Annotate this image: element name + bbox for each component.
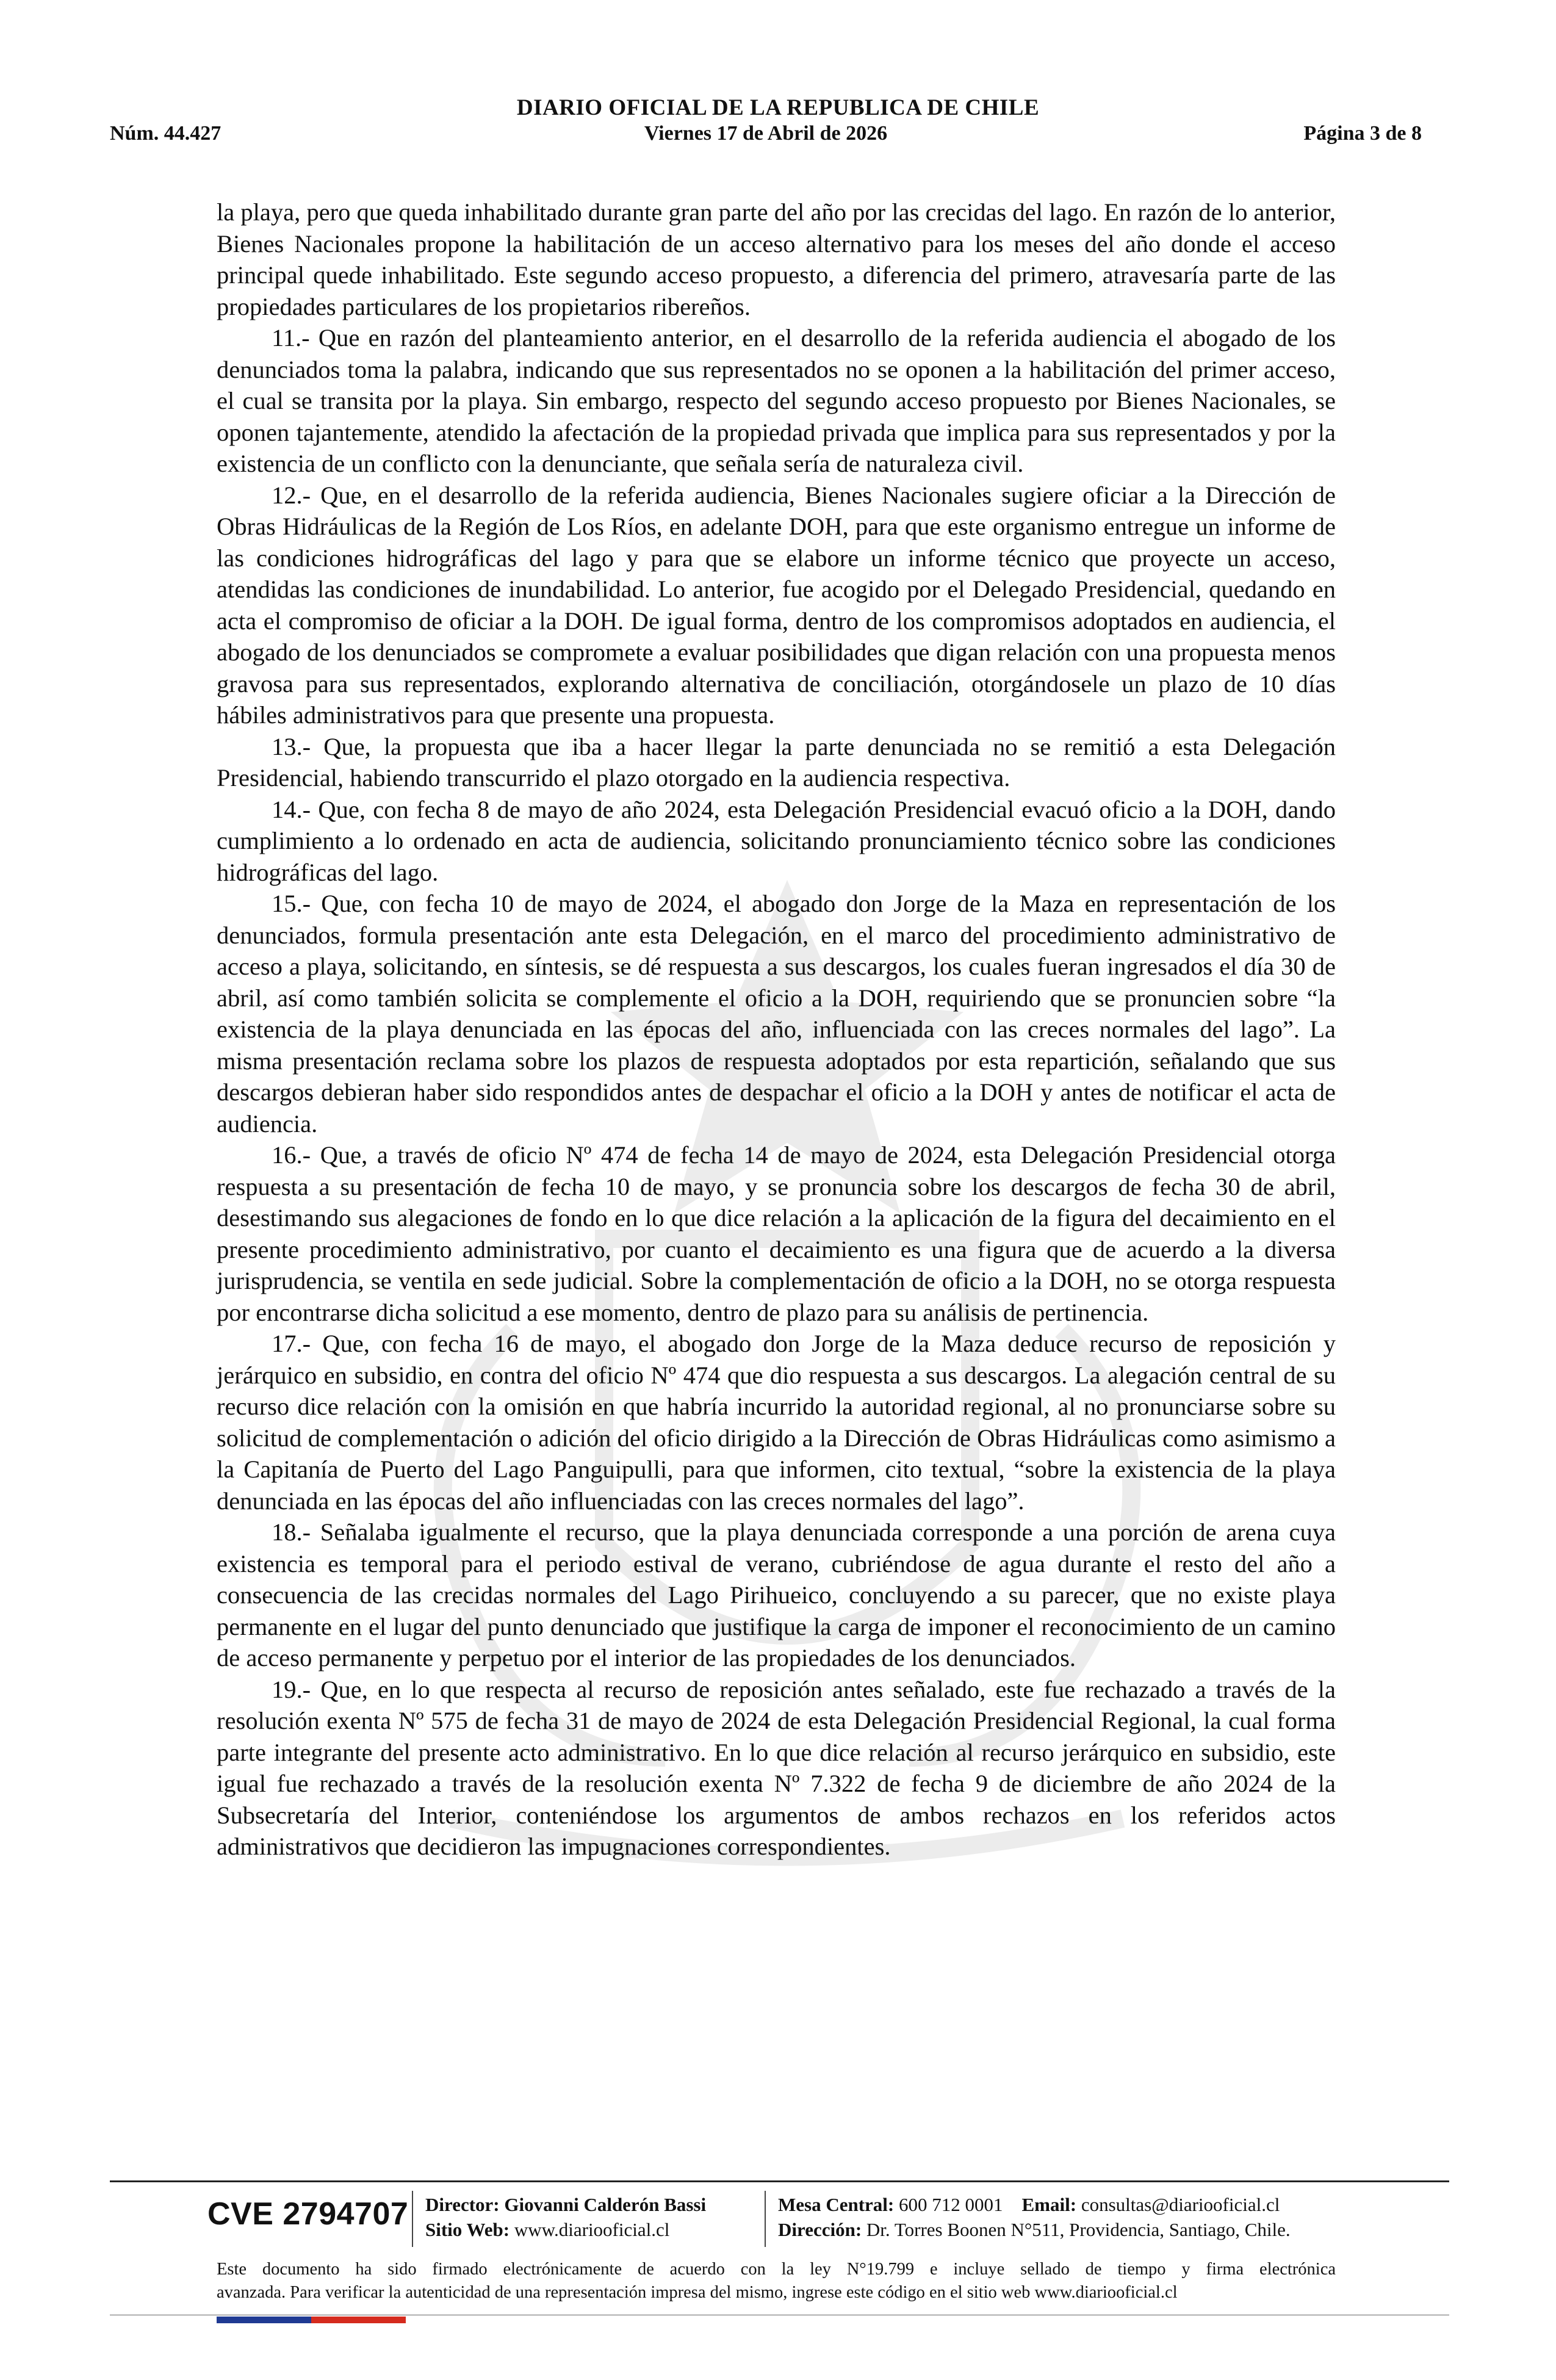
address-label: Dirección: [778, 2219, 862, 2240]
issue-date: Viernes 17 de Abril de 2026 [644, 122, 888, 145]
cve-code: CVE 2794707 [207, 2196, 409, 2232]
website-link[interactable]: www.diariooficial.cl [514, 2219, 670, 2240]
footer-divider [110, 2180, 1449, 2182]
email-label: Email: [1021, 2194, 1077, 2215]
phone-label: Mesa Central: [778, 2194, 895, 2215]
newspaper-title: DIARIO OFICIAL DE LA REPUBLICA DE CHILE [516, 95, 1040, 120]
paragraph-18: 18.- Señalaba igualmente el recurso, que la playa denunciada corresponde a una porción de arena cuya existencia es temporal para el periodo estival de verano, cubriéndose de agua durante el resto del año a consecuencia de las crecidas normales del Lago Pirihueico, concluyendo a su parecer, que no existe playa permanente en el lugar del punto denunciado que justifique la carga de imponer el reconocimiento de un camino de acceso permanente y perpetuo por el interior de las propiedades de los denunciados. [217, 1518, 1336, 1671]
address: Dr. Torres Boonen N°511, Providencia, Santiago, Chile. [866, 2219, 1291, 2240]
page-number: Página 3 de 8 [1303, 122, 1422, 145]
footer-separator [765, 2191, 766, 2247]
flag-stripe-blue [217, 2317, 311, 2323]
director-label: Director: [425, 2194, 500, 2215]
legal-line-1: Este documento ha sido firmado electrónicamente de acuerdo con la ley N°19.799 e incluye sellado de tiempo y firma electrónica [217, 2260, 1336, 2279]
document-body [217, 197, 1336, 1863]
paragraph-19: 19.- Que, en lo que respecta al recurso de reposición antes señalado, este fue rechazado a través de la resolución exenta Nº 575 de fecha 31 de mayo de 2024 de esta Delegación Presidencial Regional, la cual forma parte integrante del presente acto administrativo. En lo que dice relación al recurso jerárquico en subsidio, este igual fue rechazado a través de la resolución exenta Nº 7.322 de fecha 9 de diciembre de año 2024 de la Subsecretaría del Interior, conteniéndose los argumentos de ambos rechazos en los referidos actos administrativos que decidieron las impugnaciones correspondientes. [217, 1675, 1336, 1860]
legal-notice [217, 2258, 1336, 2304]
issue-number: Núm. 44.427 [110, 122, 222, 145]
phone-number: 600 712 0001 [899, 2194, 1003, 2215]
paragraph-12: 12.- Que, en el desarrollo de la referida audiencia, Bienes Nacionales sugiere oficiar a la Dirección de Obras Hidráulicas de la Región de Los Ríos, en adelante DOH, para que este organismo entregue un informe de las condiciones hidrográficas del lago y para que se elabore un informe técnico que proyecte un acceso, atendidas las condiciones de inundabilidad. Lo anterior, fue acogido por el Delegado Presidencial, quedando en acta el compromiso de oficiar a la DOH. De igual forma, dentro de los compromisos adoptados en audiencia, el abogado de los denunciados se compromete a evaluar posibilidades que digan relación con una propuesta menos gravosa para sus representados, explorando alternativa de conciliación, otorgándosele un plazo de 10 días hábiles administrativos para que presente una propuesta. [217, 481, 1336, 729]
footer-contact-block [778, 2192, 1291, 2242]
paragraph-16: 16.- Que, a través de oficio Nº 474 de fecha 14 de mayo de 2024, esta Delegación Presidencial otorga respuesta a su presentación de fecha 10 de mayo, y se pronuncia sobre los descargos de fecha 30 de abril, desestimando sus alegaciones de fondo en lo que dice relación a la aplicación de la figura del decaimiento en el presente procedimiento administrativo, por cuanto el decaimiento es una figura que de acuerdo a la diversa jurisprudencia, se ventila en sede judicial. Sobre la complementación de oficio a la DOH, no se otorga respuesta por encontrarse dicha solicitud a ese momento, dentro de plazo para su análisis de pertinencia. [217, 1141, 1336, 1326]
email-link[interactable]: consultas@diariooficial.cl [1081, 2194, 1280, 2215]
paragraph-15: 15.- Que, con fecha 10 de mayo de 2024, el abogado don Jorge de la Maza en representación de los denunciados, formula presentación ante esta Delegación, en el marco del procedimiento administrativo de acceso a playa, solicitando, en síntesis, se dé respuesta a sus descargos, los cuales fueran ingresados el día 30 de abril, así como también solicita se complemente el oficio a la DOH, requiriendo que se pronuncien sobre “la existencia de la playa denunciada en las épocas del año, influenciada con las creces normales del lago”. La misma presentación reclama sobre los plazos de respuesta adoptados por esta repartición, señalando que sus descargos debieran haber sido respondidos antes de despachar el oficio a la DOH y antes de notificar el acta de audiencia. [217, 890, 1336, 1138]
paragraph-17: 17.- Que, con fecha 16 de mayo, el abogado don Jorge de la Maza deduce recurso de reposición y jerárquico en subsidio, en contra del oficio Nº 474 que dio respuesta a sus descargos. La alegación central de su recurso dice relación con la omisión en que habría incurrido la autoridad regional, al no pronunciarse sobre su solicitud de complementación o adición del oficio dirigido a la Dirección de Obras Hidráulicas como asimismo a la Capitanía de Puerto del Lago Panguipulli, para que informen, cito textual, “sobre la existencia de la playa denunciada en las épocas del año influenciadas con las creces normales del lago”. [217, 1330, 1336, 1515]
paragraph-11: 11.- Que en razón del planteamiento anterior, en el desarrollo de la referida audiencia el abogado de los denunciados toma la palabra, indicando que sus representados no se oponen a la habilitación del primer acceso, el cual se transita por la playa. Sin embargo, respecto del segundo acceso propuesto por Bienes Nacionales, se oponen tajantemente, atendido la afectación de la propiedad privada que implica para sus representados y por la existencia de un conflicto con la denunciante, que señala sería de naturaleza civil. [217, 324, 1336, 477]
paragraph-continued: la playa, pero que queda inhabilitado durante gran parte del año por las crecidas del lago. En razón de lo anterior, Bienes Nacionales propone la habilitación de un acceso alternativo para los meses del año donde el acceso principal quede inhabilitado. Este segundo acceso propuesto, a diferencia del primero, atravesaría parte de las propiedades particulares de los propietarios ribereños. [217, 198, 1336, 320]
paragraph-13: 13.- Que, la propuesta que iba a hacer llegar la parte denunciada no se remitió a esta Delegación Presidencial, habiendo transcurrido el plazo otorgado en la audiencia respectiva. [217, 732, 1336, 792]
flag-stripe-red [311, 2317, 406, 2323]
paragraph-14: 14.- Que, con fecha 8 de mayo de año 2024, esta Delegación Presidencial evacuó oficio a la DOH, dando cumplimiento a lo ordenado en acta de audiencia, solicitando pronunciamiento técnico sobre las condiciones hidrográficas del lago. [217, 795, 1336, 886]
footer-separator [412, 2191, 413, 2247]
director-name: Giovanni Calderón Bassi [504, 2194, 707, 2215]
legal-line-2: avanzada. Para verificar la autenticidad de una representación impresa del mismo, ingrese este código en el sitio web www.diariooficial.cl [217, 2283, 1178, 2302]
website-label: Sitio Web: [425, 2219, 510, 2240]
footer-director-block [425, 2192, 706, 2242]
